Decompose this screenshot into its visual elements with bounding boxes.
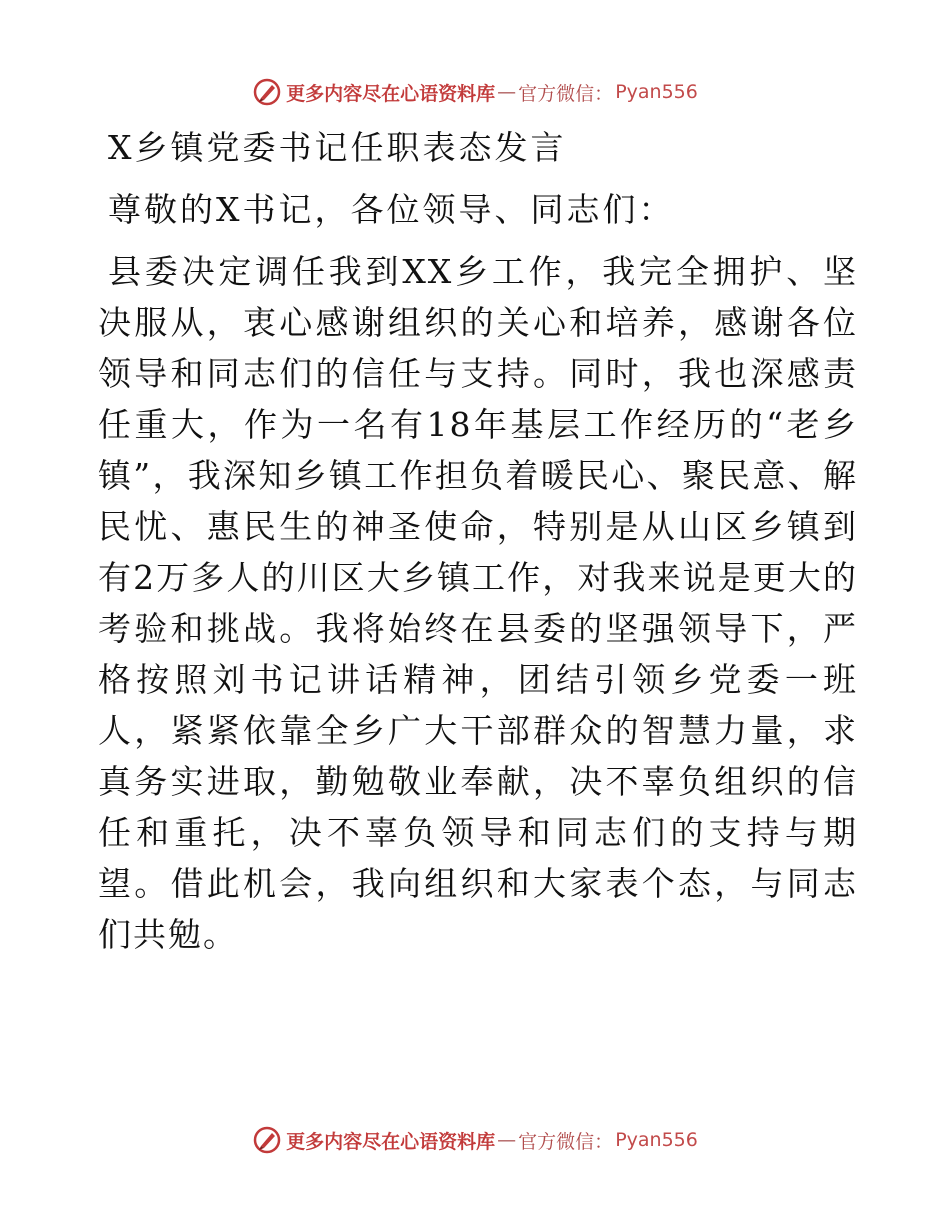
document-title: X乡镇党委书记任职表态发言 [108,128,567,167]
watermark-separator: — [497,81,517,103]
watermark-wechat-id: Pyan556 [615,1129,698,1151]
watermark-label: 官方微信： [518,1130,614,1153]
watermark-label: 官方微信： [518,82,614,105]
speech-paragraph: 县委决定调任我到XX乡工作，我完全拥护、坚决服从，衷心感谢组织的关心和培养，感谢各位领导和同志们的信任与支持。同时，我也深感责任重大，作为一名有18年基层工作经历的“老乡镇”，我深知乡镇工作担负着暖民心、聚民意、解民忧、惠民生的神圣使命，特别是从山区乡镇到有2万多人的川区大乡镇工作，对我来说是更大的考验和挑战。我将始终在县委的坚强领导下，严格按照刘书记讲话精神，团结引领乡党委一班人，紧紧依靠全乡广大干部群众的智慧力量，求真务实进取，勤勉敬业奉献，决不辜负组织的信任和重托，决不辜负领导和同志们的支持与期望。借此机会，我向组织和大家表个态，与同志们共勉。 [98,252,858,954]
watermark-separator: — [497,1129,517,1151]
pen-logo-icon [252,77,282,107]
pen-logo-icon [252,1125,282,1155]
watermark-text: 更多内容尽在心语资料库 [286,82,496,105]
header-watermark [0,72,950,112]
document-body [98,120,858,960]
watermark-wechat-id: Pyan556 [615,81,698,103]
watermark-text: 更多内容尽在心语资料库 [286,1130,496,1153]
salutation: 尊敬的X书记，各位领导、同志们： [108,190,675,229]
footer-watermark [0,1120,950,1160]
